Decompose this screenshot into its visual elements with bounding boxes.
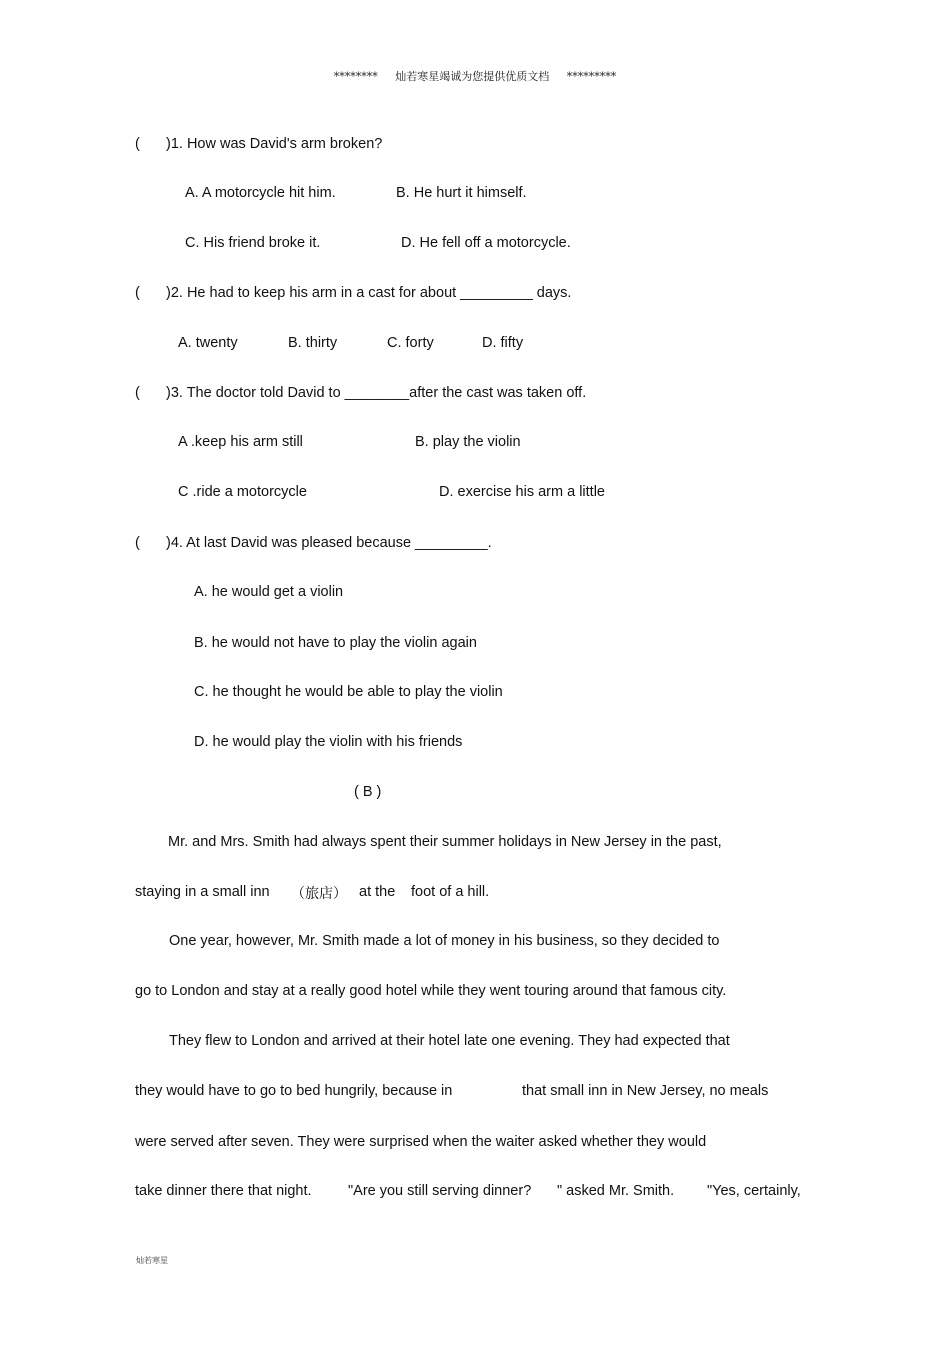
question-3-option-a: A .keep his arm still	[178, 434, 303, 450]
passage-line-8d: "Yes, certainly,	[707, 1183, 801, 1199]
question-4-option-a: A. he would get a violin	[194, 584, 344, 600]
passage-line-1: Mr. and Mrs. Smith had always spent their summer holidays in New Jersey in the past,	[168, 834, 722, 850]
question-1-paren: (	[135, 136, 140, 152]
section-b-heading: ( B )	[354, 784, 382, 800]
question-1-stem: )1. How was David's arm broken?	[166, 136, 383, 152]
header-stars-right: *********	[566, 70, 617, 83]
passage-line-6b: that small inn in New Jersey, no meals	[522, 1083, 769, 1099]
question-3-option-d: D. exercise his arm a little	[439, 484, 605, 500]
question-1-option-c: C. His friend broke it.	[185, 235, 321, 251]
passage-line-8b: "Are you still serving dinner?	[348, 1183, 532, 1199]
question-3-stem: )3. The doctor told David to ________after the cast was taken off.	[166, 385, 587, 401]
question-4-paren: (	[135, 535, 140, 551]
question-4-stem: )4. At last David was pleased because _________.	[166, 535, 492, 551]
question-1-option-a: A. A motorcycle hit him.	[185, 185, 336, 201]
passage-line-8a: take dinner there that night.	[135, 1183, 312, 1199]
question-2-option-b: B. thirty	[288, 335, 338, 351]
question-4-option-d: D. he would play the violin with his friends	[194, 734, 463, 750]
passage-line-2d: foot of a hill.	[411, 884, 490, 900]
question-2-option-c: C. forty	[387, 335, 434, 351]
question-3-paren: (	[135, 385, 140, 401]
passage-line-6a: they would have to go to bed hungrily, because in	[135, 1083, 453, 1099]
question-1-option-b: B. He hurt it himself.	[396, 185, 527, 201]
passage-line-4: go to London and stay at a really good hotel while they went touring around that famous city.	[135, 983, 727, 999]
question-4-option-c: C. he thought he would be able to play the violin	[194, 684, 503, 700]
header-stars-left: ********	[333, 70, 378, 83]
passage-line-2a: staying in a small inn	[135, 884, 270, 900]
passage-line-5: They flew to London and arrived at their hotel late one evening. They had expected that	[169, 1033, 730, 1049]
question-2-paren: (	[135, 285, 140, 301]
question-3-option-c: C .ride a motorcycle	[178, 484, 307, 500]
passage-line-3: One year, however, Mr. Smith made a lot of money in his business, so they decided to	[169, 933, 720, 949]
question-4-option-b: B. he would not have to play the violin again	[194, 635, 477, 651]
page-footer: 灿若寒星	[136, 1256, 168, 1265]
question-2-stem: )2. He had to keep his arm in a cast for about _________ days.	[166, 285, 572, 301]
passage-line-7: were served after seven. They were surprised when the waiter asked whether they would	[135, 1134, 707, 1150]
page-header	[0, 68, 950, 84]
passage-line-2c: at the	[359, 884, 396, 900]
header-text: 灿若寒星竭诚为您提供优质文档	[395, 70, 550, 83]
passage-line-8c: " asked Mr. Smith.	[557, 1183, 675, 1199]
question-2-option-a: A. twenty	[178, 335, 238, 351]
passage-line-2b: （旅店）	[291, 886, 347, 902]
question-2-option-d: D. fifty	[482, 335, 524, 351]
question-3-option-b: B. play the violin	[415, 434, 521, 450]
question-1-option-d: D. He fell off a motorcycle.	[401, 235, 571, 251]
